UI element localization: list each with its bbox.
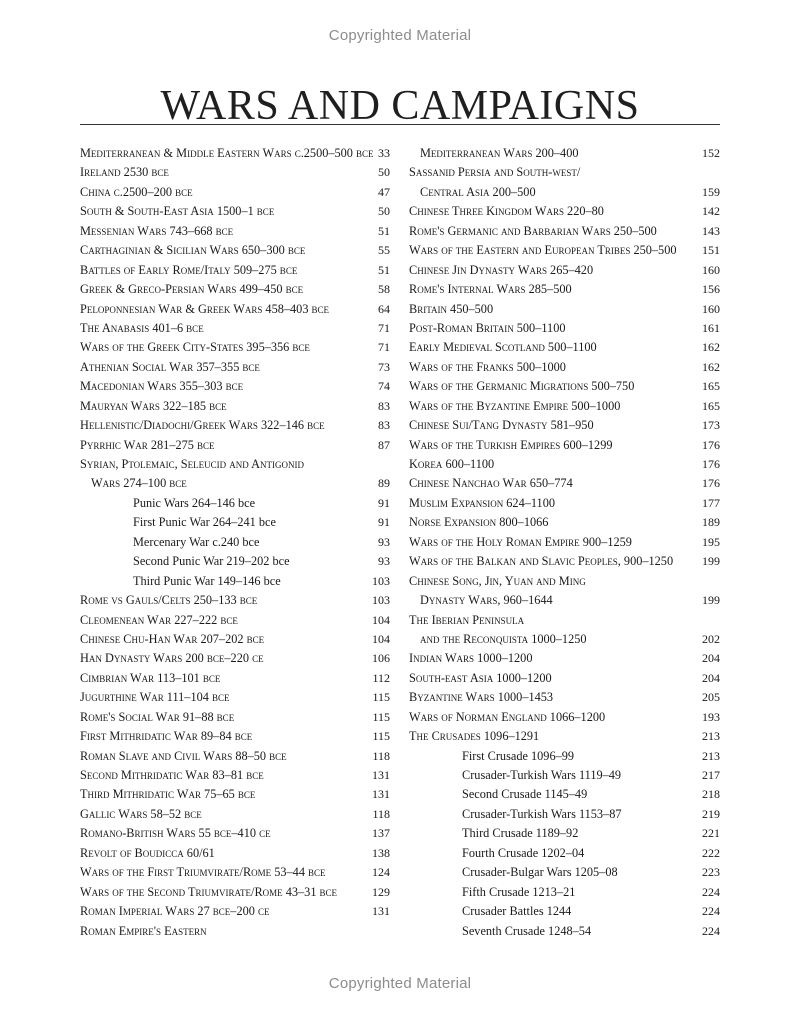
toc-entry-page: 74: [378, 379, 390, 394]
toc-entry-label: Indian Wars 1000–1200: [409, 651, 533, 666]
toc-entry: [409, 669, 720, 688]
toc-entry-label: Chinese Jin Dynasty Wars 265–420: [409, 262, 594, 277]
toc-entry-page: 176: [702, 476, 720, 491]
toc-entry-label: Wars of the Greek City-States 395–356 bce: [80, 340, 310, 355]
toc-entry-label: The Anabasis 401–6 bce: [80, 320, 204, 335]
toc-entry: [409, 436, 720, 455]
toc-entry: [409, 397, 720, 416]
toc-entry: [80, 572, 390, 591]
toc-entry-page: 47: [378, 184, 390, 199]
toc-entry-label: First Punic War 264–241 bce: [133, 515, 276, 530]
toc-entry-label: Wars of the First Triumvirate/Rome 53–44 bce: [80, 865, 326, 880]
toc-entry-page: 173: [702, 418, 720, 433]
toc-entry-page: 217: [702, 768, 720, 782]
toc-entry: [409, 183, 720, 202]
toc-entry: [80, 261, 390, 280]
toc-entry-label: Han Dynasty Wars 200 bce–220 ce: [80, 651, 264, 666]
toc-entry-page: 152: [702, 146, 720, 160]
toc-entry-page: 160: [702, 262, 720, 277]
toc-entry: [409, 163, 720, 182]
toc-entry-page: 73: [378, 359, 390, 374]
toc-entry-page: 204: [702, 670, 720, 685]
toc-entry-label: Roman Slave and Civil Wars 88–50 bce: [80, 748, 287, 763]
toc-entry-label: Third Punic War 149–146 bce: [133, 573, 281, 588]
toc-entry-label: Sassanid Persia and South-west/: [409, 165, 581, 180]
toc-entry-page: 115: [372, 709, 390, 724]
toc-entry-page: 199: [702, 593, 720, 608]
toc-entry-label: Hellenistic/Diadochi/Greek Wars 322–146 bce: [80, 418, 325, 433]
toc-entry-page: 213: [702, 748, 720, 763]
toc-entry-label: Third Mithridatic War 75–65 bce: [80, 787, 256, 802]
toc-entry-page: 161: [702, 320, 720, 335]
toc-entry-page: 64: [378, 301, 390, 316]
toc-entry-page: 129: [372, 884, 390, 899]
toc-entry-label: Wars 274–100 bce: [91, 476, 187, 491]
toc-entry: [409, 688, 720, 707]
toc-entry-page: 142: [702, 204, 720, 219]
toc-entry-label: Crusader-Turkish Wars 1119–49: [462, 768, 622, 782]
toc-entry-label: Chinese Chu-Han War 207–202 bce: [80, 631, 265, 646]
toc-entry: [80, 202, 390, 221]
toc-entry-page: 118: [372, 806, 390, 821]
toc-entry: [409, 319, 720, 338]
toc-entry-page: 83: [378, 398, 390, 413]
toc-entry-label: Macedonian Wars 355–303 bce: [80, 379, 244, 394]
toc-entry-label: First Mithridatic War 89–84 bce: [80, 729, 253, 744]
toc-entry: [409, 494, 720, 513]
toc-entry: [80, 863, 390, 882]
toc-entry: [80, 611, 390, 630]
toc-entry-page: 131: [372, 787, 390, 802]
toc-entry-label: Wars of the Holy Roman Empire 900–1259: [409, 534, 632, 549]
toc-entry: [80, 338, 390, 357]
toc-entry-label: Mediterranean Wars 200–400: [420, 146, 579, 160]
toc-entry-page: 195: [702, 534, 720, 549]
toc-entry-label: Norse Expansion 800–1066: [409, 515, 549, 530]
left-column: [80, 144, 390, 941]
toc-entry: [80, 552, 390, 571]
toc-entry-label: Roman Imperial Wars 27 bce–200 ce: [80, 904, 270, 919]
toc-entry-page: 222: [702, 845, 720, 860]
toc-entry-page: 55: [378, 243, 390, 258]
toc-entry-page: 159: [702, 184, 720, 199]
toc-entry: [409, 241, 720, 260]
toc-entry: [80, 377, 390, 396]
toc-entry-label: Cimbrian War 113–101 bce: [80, 670, 221, 685]
toc-entry-page: 177: [702, 495, 720, 510]
toc-entry: [409, 844, 720, 863]
toc-entry: [80, 358, 390, 377]
toc-entry: [409, 708, 720, 727]
toc-entry-label: Wars of the Byzantine Empire 500–1000: [409, 398, 621, 413]
toc-entry-page: 87: [378, 437, 390, 452]
toc-entry-label: Seventh Crusade 1248–54: [462, 923, 592, 938]
toc-entry: [409, 649, 720, 668]
toc-entry: [80, 649, 390, 668]
toc-entry: [80, 222, 390, 241]
toc-entry-page: 162: [702, 340, 720, 355]
toc-entry-page: 104: [372, 612, 390, 627]
toc-entry-page: 224: [702, 884, 720, 899]
toc-entry-label: The Crusades 1096–1291: [409, 729, 540, 744]
toc-entry: [409, 533, 720, 552]
toc-entry: [409, 280, 720, 299]
toc-entry-label: and the Reconquista 1000–1250: [420, 631, 587, 646]
toc-entry-label: Rome vs Gauls/Celts 250–133 bce: [80, 593, 258, 608]
toc-entry: [409, 416, 720, 435]
toc-entry: [409, 805, 720, 824]
toc-entry: [80, 747, 390, 766]
toc-entry-page: 51: [378, 223, 390, 238]
toc-entry-label: Crusader Battles 1244: [462, 904, 572, 919]
toc-entry: [80, 708, 390, 727]
toc-entry-page: 165: [702, 379, 720, 394]
title-rule: [80, 124, 720, 125]
toc-entry-label: Pyrrhic War 281–275 bce: [80, 437, 215, 452]
toc-entry-label: Wars of the Franks 500–1000: [409, 359, 566, 374]
toc-entry-label: Second Punic War 219–202 bce: [133, 554, 290, 569]
toc-entry-page: 112: [372, 670, 390, 685]
toc-entry: [409, 611, 720, 630]
toc-entry: [409, 202, 720, 221]
toc-entry: [80, 785, 390, 804]
toc-entry-label: Gallic Wars 58–52 bce: [80, 806, 202, 821]
toc-entry: [409, 727, 720, 746]
toc-entry: [80, 669, 390, 688]
toc-entry-label: Chinese Three Kingdom Wars 220–80: [409, 204, 604, 219]
toc-entry-label: Chinese Nanchao War 650–774: [409, 476, 573, 491]
toc-entry-label: Messenian Wars 743–668 bce: [80, 223, 234, 238]
toc-entry: [409, 474, 720, 493]
toc-entry-page: 223: [702, 865, 720, 880]
toc-entry-page: 205: [702, 690, 720, 705]
toc-entry-page: 51: [378, 262, 390, 277]
toc-entry-page: 137: [372, 826, 390, 841]
toc-entry: [409, 902, 720, 921]
toc-entry: [80, 883, 390, 902]
toc-entry-label: Post-Roman Britain 500–1100: [409, 320, 566, 335]
toc-entry-label: Chinese Sui/Tang Dynasty 581–950: [409, 418, 594, 433]
toc-entry-page: 143: [702, 223, 720, 238]
toc-entry: [409, 824, 720, 843]
toc-entry-page: 213: [702, 729, 720, 744]
toc-entry-label: The Iberian Peninsula: [409, 612, 525, 627]
toc-entry: [409, 630, 720, 649]
toc-entry-label: South-east Asia 1000–1200: [409, 670, 552, 685]
toc-entry: [80, 727, 390, 746]
toc-entry: [80, 319, 390, 338]
toc-entry-page: 204: [702, 651, 720, 666]
toc-entry-page: 124: [372, 865, 390, 880]
toc-entry-page: 50: [378, 165, 390, 180]
toc-entry: [80, 766, 390, 785]
toc-entry: [80, 688, 390, 707]
toc-entry-label: Battles of Early Rome/Italy 509–275 bce: [80, 262, 298, 277]
toc-entry-page: 218: [702, 787, 720, 802]
toc-entry-label: Romano-British Wars 55 bce–410 ce: [80, 826, 271, 841]
toc-entry: [80, 494, 390, 513]
toc-entry-label: Second Crusade 1145–49: [462, 787, 588, 802]
toc-entry: [409, 358, 720, 377]
toc-entry: [409, 766, 720, 785]
toc-entry-page: 199: [702, 554, 720, 569]
toc-entry-page: 156: [702, 282, 720, 297]
page-title: WARS AND CAMPAIGNS: [160, 83, 640, 129]
toc-entry-page: 176: [702, 457, 720, 471]
toc-entry: [409, 455, 720, 474]
toc-entry-label: Cleomenean War 227–222 bce: [80, 612, 238, 627]
toc-entry-label: Fourth Crusade 1202–04: [462, 845, 585, 860]
toc-entry: [409, 863, 720, 882]
toc-entry: [409, 552, 720, 571]
toc-entry-label: Chinese Song, Jin, Yuan and Ming: [409, 573, 586, 588]
toc-entry-label: Jugurthine War 111–104 bce: [80, 690, 230, 705]
toc-entry: [80, 280, 390, 299]
toc-entry-label: Mercenary War c.240 bce: [133, 534, 260, 549]
toc-entry-label: Roman Empire's Eastern: [80, 923, 207, 938]
toc-entry: [80, 183, 390, 202]
toc-entry: [80, 436, 390, 455]
toc-entry-page: 176: [702, 437, 720, 452]
toc-entry: [409, 300, 720, 319]
toc-entry: [80, 416, 390, 435]
toc-entry-page: 103: [372, 573, 390, 588]
toc-entry: [80, 144, 390, 163]
toc-entry-label: South & South-East Asia 1500–1 bce: [80, 204, 275, 219]
toc-entry-page: 193: [702, 709, 720, 724]
toc-entry-label: Third Crusade 1189–92: [462, 826, 579, 841]
toc-entry-page: 151: [702, 243, 720, 258]
toc-entry-page: 224: [702, 904, 720, 919]
toc-entry-page: 224: [702, 923, 720, 938]
toc-entry-label: Dynasty Wars, 960–1644: [420, 593, 553, 608]
toc-entry-page: 115: [372, 729, 390, 744]
toc-entry: [409, 922, 720, 941]
toc-entry: [409, 222, 720, 241]
toc-entry-label: Crusader-Bulgar Wars 1205–08: [462, 865, 618, 880]
toc-entry: [409, 513, 720, 532]
toc-entry-label: Ireland 2530 bce: [80, 165, 169, 180]
toc-entry-page: 106: [372, 651, 390, 666]
toc-entry-page: 93: [378, 534, 390, 549]
toc-entry: [80, 824, 390, 843]
toc-entry-label: Mediterranean & Middle Eastern Wars c.2500–500 bce: [80, 146, 374, 160]
toc-entry-label: Korea 600–1100: [409, 457, 495, 471]
toc-entry: [80, 922, 390, 941]
toc-entry-page: 189: [702, 515, 720, 530]
toc-entry: [409, 261, 720, 280]
toc-entry-label: Wars of Norman England 1066–1200: [409, 709, 606, 724]
toc-entry-label: Byzantine Wars 1000–1453: [409, 690, 554, 705]
toc-entry-label: Peloponnesian War & Greek Wars 458–403 bce: [80, 301, 330, 316]
toc-entry-label: Britain 450–500: [409, 301, 494, 316]
toc-entry-label: China c.2500–200 bce: [80, 184, 193, 199]
toc-entry: [80, 591, 390, 610]
right-column: [409, 144, 720, 941]
toc-entry-label: Greek & Greco-Persian Wars 499–450 bce: [80, 282, 304, 297]
toc-entry-page: 138: [372, 845, 390, 860]
toc-entry-label: Mauryan Wars 322–185 bce: [80, 398, 227, 413]
toc-entry-page: 58: [378, 282, 390, 297]
toc-entry-label: Wars of the Eastern and European Tribes 250–500: [409, 243, 677, 258]
toc-entry-page: 104: [372, 631, 390, 646]
watermark-top: Copyrighted Material: [328, 27, 472, 44]
toc-entry-label: Wars of the Turkish Empires 600–1299: [409, 437, 613, 452]
toc-entry-page: 71: [378, 340, 390, 355]
toc-entry: [409, 572, 720, 591]
toc-entry-page: 162: [702, 359, 720, 374]
toc-entry: [80, 241, 390, 260]
toc-entry-page: 91: [378, 495, 390, 510]
toc-entry-page: 93: [378, 554, 390, 569]
toc-entry: [80, 805, 390, 824]
toc-entry-page: 165: [702, 398, 720, 413]
toc-entry-page: 50: [378, 204, 390, 219]
toc-entry-page: 115: [372, 690, 390, 705]
toc-entry-page: 160: [702, 301, 720, 316]
toc-entry: [80, 474, 390, 493]
toc-entry-page: 131: [372, 904, 390, 919]
toc-entry-label: Early Medieval Scotland 500–1100: [409, 340, 597, 355]
toc-entry: [80, 630, 390, 649]
toc-entry: [409, 377, 720, 396]
toc-entry: [409, 591, 720, 610]
toc-entry-label: Muslim Expansion 624–1100: [409, 495, 556, 510]
toc-entry: [409, 785, 720, 804]
toc-entry-label: Crusader-Turkish Wars 1153–87: [462, 806, 622, 821]
toc-entry-label: Second Mithridatic War 83–81 bce: [80, 768, 264, 782]
toc-entry-label: Punic Wars 264–146 bce: [133, 495, 256, 510]
toc-entry: [409, 338, 720, 357]
toc-entry-label: Fifth Crusade 1213–21: [462, 884, 576, 899]
toc-entry-page: 103: [372, 593, 390, 608]
toc-entry: [409, 144, 720, 163]
toc-entry-label: First Crusade 1096–99: [462, 748, 575, 763]
watermark-bottom: Copyrighted Material: [328, 975, 472, 992]
toc-entry-label: Revolt of Boudicca 60/61: [80, 845, 215, 860]
toc-entry: [80, 902, 390, 921]
toc-entry-label: Wars of the Germanic Migrations 500–750: [409, 379, 635, 394]
toc-entry: [80, 300, 390, 319]
toc-entry-label: Rome's Internal Wars 285–500: [409, 282, 572, 297]
toc-entry: [80, 513, 390, 532]
toc-entry: [80, 397, 390, 416]
toc-entry-page: 33: [378, 146, 390, 160]
toc-entry: [80, 455, 390, 474]
toc-entry: [409, 883, 720, 902]
toc-entry-page: 118: [372, 748, 390, 763]
toc-entry-label: Syrian, Ptolemaic, Seleucid and Antigonid: [80, 457, 304, 471]
toc-entry-page: 219: [702, 806, 720, 821]
toc-entry: [80, 163, 390, 182]
toc-entry-label: Wars of the Second Triumvirate/Rome 43–31 bce: [80, 884, 338, 899]
toc-entry-page: 202: [702, 631, 720, 646]
toc-entry: [80, 844, 390, 863]
toc-entry-page: 91: [378, 515, 390, 530]
toc-entry-label: Athenian Social War 357–355 bce: [80, 359, 260, 374]
toc-entry-label: Carthaginian & Sicilian Wars 650–300 bce: [80, 243, 306, 258]
toc-entry-label: Wars of the Balkan and Slavic Peoples, 900–1250: [409, 554, 674, 569]
toc-entry-label: Rome's Germanic and Barbarian Wars 250–500: [409, 223, 657, 238]
toc-entry: [80, 533, 390, 552]
toc-entry-page: 131: [372, 768, 390, 782]
toc-entry-label: Rome's Social War 91–88 bce: [80, 709, 235, 724]
toc-entry-page: 83: [378, 418, 390, 433]
toc-entry-label: Central Asia 200–500: [420, 184, 536, 199]
toc-entry: [409, 747, 720, 766]
toc-entry-page: 89: [378, 476, 390, 491]
toc-entry-page: 221: [702, 826, 720, 841]
toc-entry-page: 71: [378, 320, 390, 335]
